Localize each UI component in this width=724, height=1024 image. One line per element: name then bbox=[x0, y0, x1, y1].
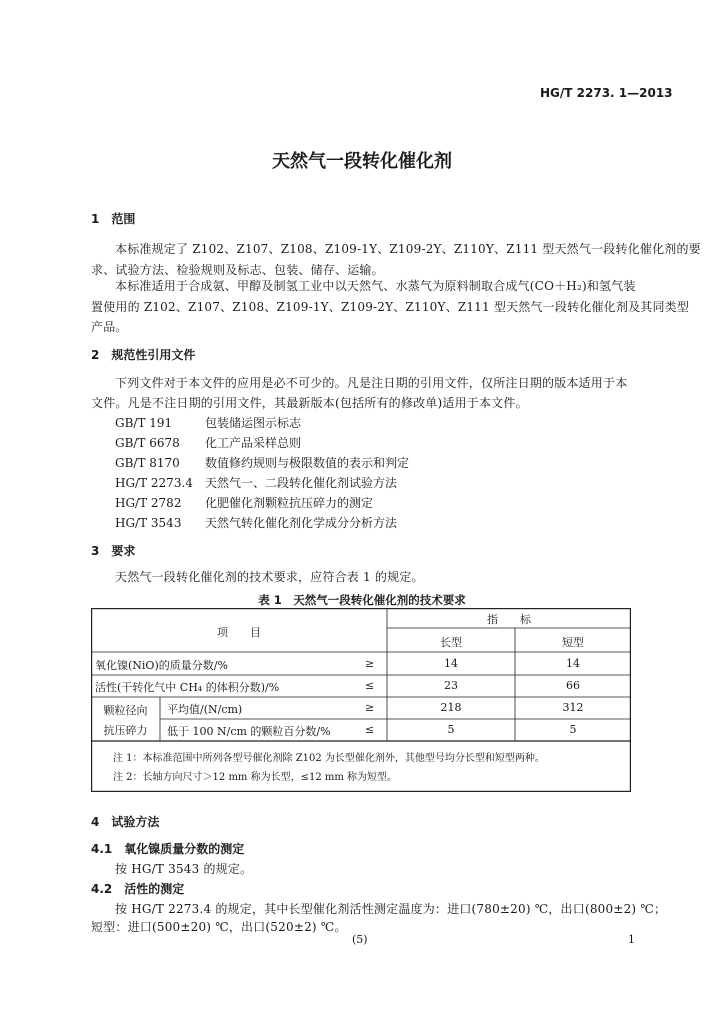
standard-code: HG/T 2273. 1—2013 bbox=[540, 86, 673, 100]
reference-item: HG/T 2782 化肥催化剂颗粒抗压碎力的测定 bbox=[115, 496, 374, 510]
reference-item: HG/T 2273.4 天然气一、二段转化催化剂试验方法 bbox=[115, 476, 398, 490]
table-row-sign: ≥ bbox=[365, 657, 375, 670]
section-3-heading: 3 要求 bbox=[91, 544, 136, 558]
reference-item: GB/T 8170 数值修约规则与极限数值的表示和判定 bbox=[115, 456, 410, 470]
table-row-long: 218 bbox=[440, 701, 462, 714]
table-row-sign: ≤ bbox=[365, 723, 375, 736]
section-4-2-line: 按 HG/T 2273.4 的规定，其中长型催化剂活性测定温度为：进口(780±20) ℃，出口(800±2) ℃； bbox=[115, 902, 667, 916]
table-row-item: 平均值/(N/cm) bbox=[167, 703, 243, 716]
table-group-label: 抗压碎力 bbox=[103, 724, 148, 737]
table-note: 注 1：本标准范围中所列各型号催化剂除 Z102 为长型催化剂外，其他型号均分长型和短型两种。 bbox=[113, 753, 545, 764]
document-title: 天然气一段转化催化剂 bbox=[272, 151, 452, 172]
table-row-short: 14 bbox=[566, 657, 580, 670]
table-row-long: 5 bbox=[447, 723, 455, 736]
section-3-line: 天然气一段转化催化剂的技术要求，应符合表 1 的规定。 bbox=[115, 570, 424, 584]
table-header-short: 短型 bbox=[562, 636, 584, 649]
section-1-heading: 1 范围 bbox=[91, 212, 136, 226]
reference-item: HG/T 3543 天然气转化催化剂化学成分分析方法 bbox=[115, 516, 398, 530]
section-1-line: 置使用的 Z102、Z107、Z108、Z109-1Y、Z109-2Y、Z110Y、Z111 型天然气一段转化催化剂及其同类型 bbox=[91, 300, 690, 314]
section-1-line: 本标准规定了 Z102、Z107、Z108、Z109-1Y、Z109-2Y、Z110Y、Z111 型天然气一段转化催化剂的要 bbox=[115, 242, 701, 256]
section-2-heading: 2 规范性引用文件 bbox=[91, 348, 196, 362]
table-caption: 表 1 天然气一段转化催化剂的技术要求 bbox=[258, 593, 466, 607]
section-4-1-line: 按 HG/T 3543 的规定。 bbox=[115, 862, 253, 876]
section-4-heading: 4 试验方法 bbox=[91, 815, 160, 829]
table-row-item: 氧化镍(NiO)的质量分数/% bbox=[95, 659, 228, 672]
table-row-short: 66 bbox=[566, 679, 580, 692]
section-1-line: 产品。 bbox=[91, 320, 128, 334]
table-header-index: 指 标 bbox=[487, 613, 531, 626]
section-1-line: 本标准适用于合成氨、甲醇及制氢工业中以天然气、水蒸气为原料制取合成气(CO＋H₂)和氢气装 bbox=[115, 279, 636, 293]
table-row-sign: ≥ bbox=[365, 701, 375, 714]
table-row-long: 14 bbox=[444, 657, 458, 670]
table-row-long: 23 bbox=[444, 679, 458, 692]
table-row-short: 5 bbox=[569, 723, 577, 736]
table-header-item: 项 目 bbox=[217, 626, 261, 639]
section-2-line: 文件。凡是不注日期的引用文件，其最新版本(包括所有的修改单)适用于本文件。 bbox=[91, 396, 528, 410]
section-4-2-heading: 4.2 活性的测定 bbox=[91, 882, 185, 896]
table-row-short: 312 bbox=[562, 701, 584, 714]
section-1-line: 求、试验方法、检验规则及标志、包装、储存、运输。 bbox=[91, 263, 384, 277]
section-4-2-line: 短型：进口(500±20) ℃，出口(520±2) ℃。 bbox=[91, 920, 347, 934]
page-number: 1 bbox=[628, 933, 635, 946]
table-row-sign: ≤ bbox=[365, 679, 375, 692]
reference-item: GB/T 191 包装储运图示标志 bbox=[115, 416, 302, 430]
table-note: 注 2：长轴方向尺寸＞12 mm 称为长型，≤12 mm 称为短型。 bbox=[113, 772, 398, 783]
section-2-line: 下列文件对于本文件的应用是必不可少的。凡是注日期的引用文件，仅所注日期的版本适用于本 bbox=[115, 376, 628, 390]
section-4-1-heading: 4.1 氧化镍质量分数的测定 bbox=[91, 842, 245, 856]
table-header-long: 长型 bbox=[440, 636, 462, 649]
table-group-label: 颗粒径向 bbox=[103, 704, 148, 717]
page-marker: (5) bbox=[352, 933, 368, 946]
table-row-item: 活性(干转化气中 CH₄ 的体积分数)/% bbox=[95, 681, 280, 694]
requirements-table bbox=[91, 608, 631, 792]
reference-item: GB/T 6678 化工产品采样总则 bbox=[115, 436, 302, 450]
table-row-item: 低于 100 N/cm 的颗粒百分数/% bbox=[167, 725, 331, 738]
